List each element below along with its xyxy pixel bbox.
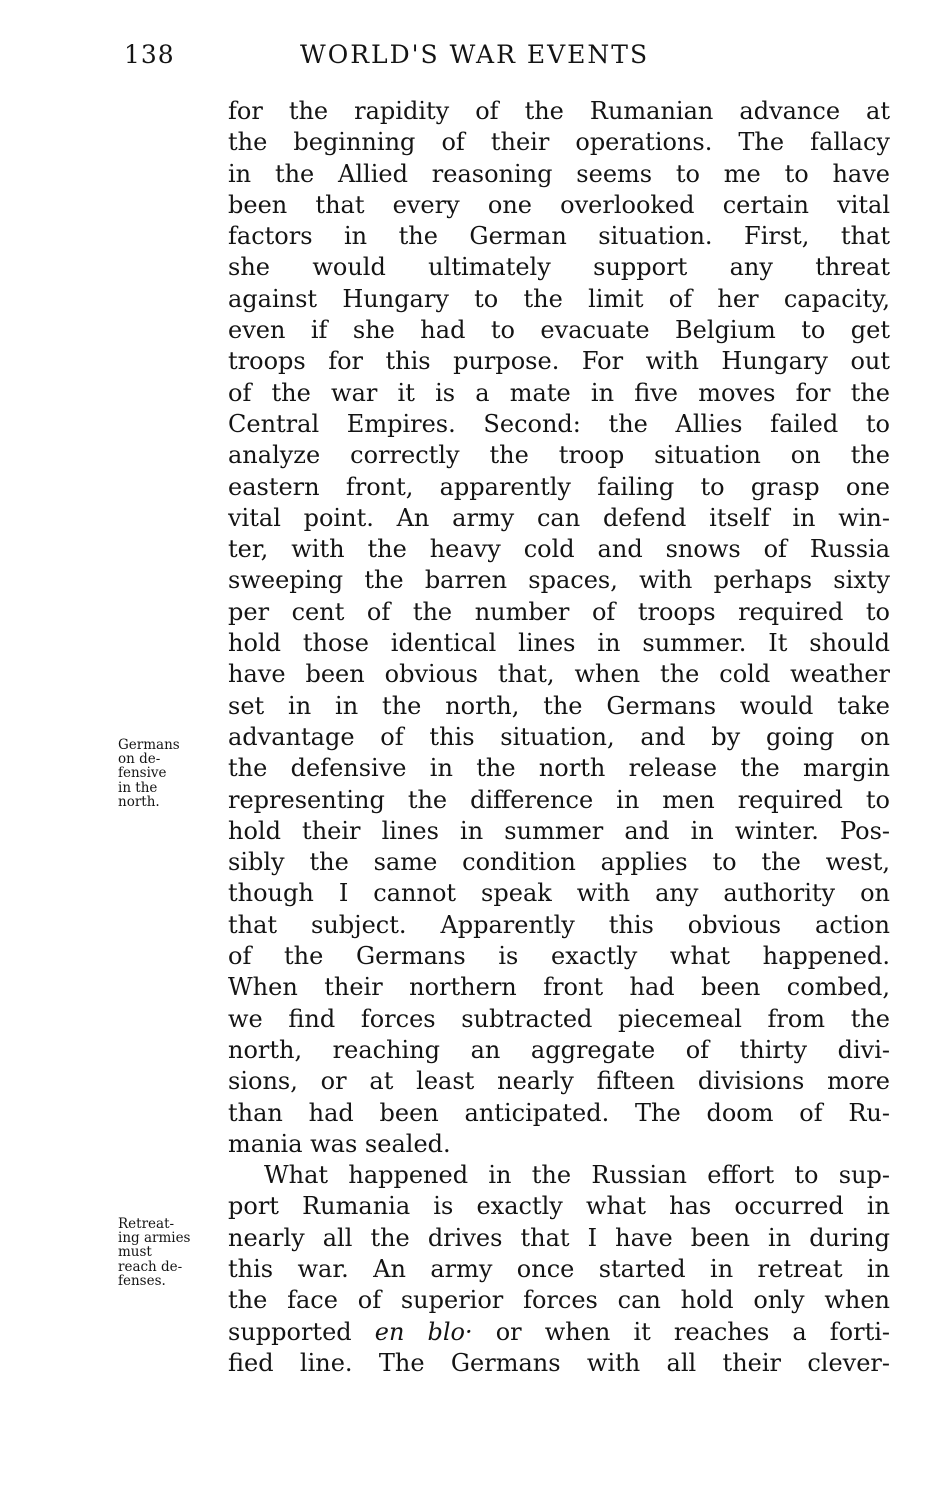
body-line: When their northern front had been combed,	[228, 973, 890, 1002]
body-line: troops for this purpose. For with Hungary out	[228, 347, 890, 376]
body-line: have been obvious that, when the cold weather	[228, 660, 890, 689]
body-line: sibly the same condition applies to the west,	[228, 848, 890, 877]
body-text	[228, 96, 890, 1379]
sidenote-line: fenses.	[118, 1272, 166, 1289]
body-line: eastern front, apparently failing to grasp one	[228, 472, 890, 501]
body-line: fied line. The Germans with all their clever-	[228, 1348, 890, 1377]
body-line: advantage of this situation, and by going on	[228, 722, 890, 751]
sidenote-line: Germans	[118, 737, 180, 753]
page-number: 138	[124, 40, 175, 69]
sidenote-line: in the	[118, 779, 158, 796]
body-line: of the Germans is exactly what happened.	[228, 942, 890, 971]
sidenote-line: reach de-	[118, 1258, 183, 1275]
body-line: representing the difference in men required to	[228, 785, 890, 814]
body-line: the face of superior forces can hold only when	[228, 1286, 890, 1315]
sidenote-line: must	[118, 1244, 152, 1261]
body-line: though I cannot speak with any authority on	[228, 879, 890, 908]
body-line: in the Allied reasoning seems to me to have	[228, 159, 890, 188]
sidenote-line: ing armies	[118, 1230, 191, 1247]
body-line: vital point. An army can defend itself in win-	[228, 503, 890, 532]
sidenote-line: fensive	[118, 765, 167, 782]
body-text-segment: supported	[228, 1317, 375, 1346]
body-line: per cent of the number of troops required to	[228, 597, 890, 626]
body-line: been that every one overlooked certain vital	[228, 190, 890, 219]
body-line: Central Empires. Second: the Allies failed to	[228, 409, 890, 438]
body-line: we find forces subtracted piecemeal from the	[228, 1004, 890, 1033]
body-line: nearly all the drives that I have been in during	[228, 1223, 890, 1252]
body-line: sweeping the barren spaces, with perhaps sixty	[228, 566, 890, 595]
body-line: mania was sealed.	[228, 1129, 451, 1158]
body-line: for the rapidity of the Rumanian advance at	[228, 97, 890, 125]
body-line: port Rumania is exactly what has occurred in	[228, 1192, 890, 1221]
body-line: of the war it is a mate in five moves for the	[228, 378, 890, 407]
italic-phrase: en blo·	[374, 1317, 473, 1346]
body-line: north, reaching an aggregate of thirty divi-	[228, 1035, 890, 1064]
body-line: the beginning of their operations. The fallacy	[228, 128, 890, 157]
body-line: the defensive in the north release the margin	[228, 754, 890, 783]
body-line: analyze correctly the troop situation on the	[228, 441, 890, 470]
body-line: factors in the German situation. First, that	[228, 222, 890, 251]
body-line: even if she had to evacuate Belgium to get	[228, 316, 890, 345]
body-line: hold those identical lines in summer. It should	[228, 629, 890, 658]
body-line: hold their lines in summer and in winter. Pos-	[228, 816, 890, 845]
sidenote-line: north.	[118, 793, 160, 810]
body-line: ter, with the heavy cold and snows of Russia	[228, 535, 890, 564]
body-text-segment: or when it reaches a forti-	[472, 1317, 890, 1346]
body-line: she would ultimately support any threat	[228, 253, 890, 282]
running-title: WORLD'S WAR EVENTS	[300, 40, 650, 69]
body-line: that subject. Apparently this obvious action	[228, 910, 890, 939]
body-line: What happened in the Russian effort to sup-	[264, 1161, 890, 1190]
body-line: set in in the north, the Germans would take	[228, 691, 890, 720]
page-header	[0, 40, 950, 80]
sidenote-germans-defensive	[118, 738, 228, 809]
sidenote-line: on de-	[118, 751, 161, 768]
body-line: against Hungary to the limit of her capacity,	[228, 284, 890, 313]
body-line: than had been anticipated. The doom of Ru-	[228, 1098, 890, 1127]
sidenote-line: Retreat-	[118, 1216, 175, 1232]
body-line: this war. An army once started in retreat in	[228, 1254, 890, 1283]
sidenote-retreating-armies	[118, 1217, 228, 1288]
body-line: sions, or at least nearly fifteen divisions more	[228, 1067, 890, 1096]
body-line-with-italic	[228, 1317, 890, 1348]
